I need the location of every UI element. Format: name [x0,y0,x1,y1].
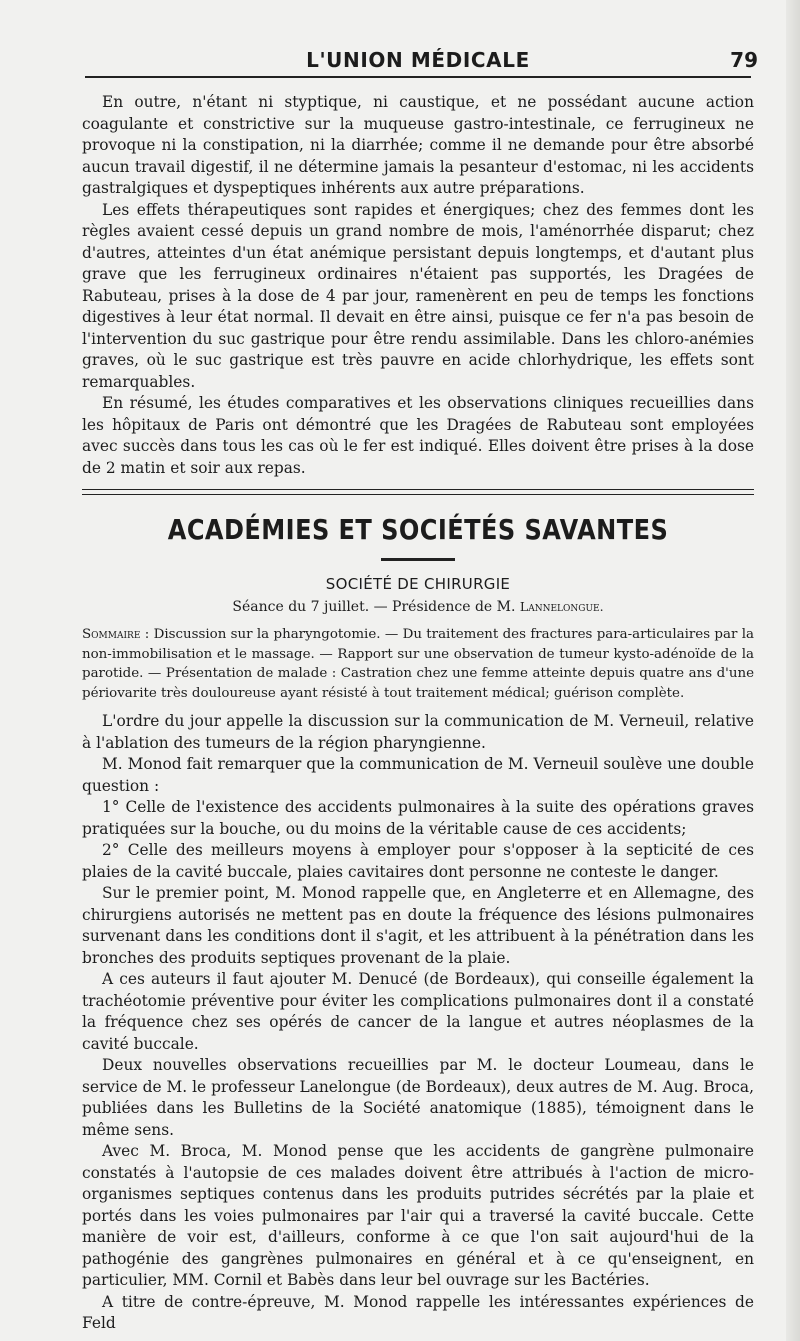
paragraph: A titre de contre-épreuve, M. Monod rappelle les intéressantes expériences de Feld [82,1292,754,1332]
section-divider [82,489,754,495]
paragraph: Sur le premier point, M. Monod rappelle que, en Angleterre et en Allemagne, des chirurgiens autorisés ne mettent pas en doute la fréquence des lésions pulmonaires survenant dans les conditions dont il s'agit, et les attribuent à la pénétration dans les bronches des produits septiques provenant de la plaie. [82,884,754,967]
paragraph: A ces auteurs il faut ajouter M. Denucé (de Bordeaux), qui conseille également la trachéotomie préventive pour éviter les complications pulmonaires dont il a constaté la fréquence chez ses opérés de cancer de la langue et autres néoplasmes de la cavité buccale. [82,970,754,1053]
section-title: ACADÉMIES ET SOCIÉTÉS SAVANTES [167,513,669,546]
sommaire-text: : Discussion sur la pharyngotomie. — Du traitement des fractures para-articulaires par la non-immobilisation et le massage. — Rapport sur une observation de tumeur kysto-adénoïde de la parotide. — Présentation de malade : Castration chez une femme atteinte depuis quatre ans d'une périovarite très douloureuse ayant résisté à tout traitement médical; guérison complète. [82,627,754,701]
header-rule [85,76,751,78]
paragraph: 1° Celle de l'existence des accidents pulmonaires à la suite des opérations graves pratiquées sur la bouche, ou du moins de la véritable cause de ces accidents; [82,798,754,838]
journal-title: L'UNION MÉDICALE [306,48,530,72]
page-content [82,92,754,1335]
paragraph: Avec M. Broca, M. Monod pense que les accidents de gangrène pulmonaire constatés à l'autopsie de ces malades doivent être attribués à l'action de micro-organismes septiques contenus dans les produits putrides sécrétés par la plaie et portés dans les voies pulmonaires par l'air qui a traversé la cavité buccale. Cette manière de voir est, d'ailleurs, conforme à ce que l'on sait aujourd'hui de la pathogénie des gangrènes pulmonaires en général et à ce qu'enseignent, en particulier, MM. Cornil et Babès dans leur bel ouvrage sur les Bactéries. [82,1142,754,1289]
seance-prefix: Séance du 7 juillet. — Présidence de M. [232,599,516,615]
seance-president: Lannelongue. [519,599,604,614]
paragraph: M. Monod fait remarquer que la communication de M. Verneuil soulève une double question : [82,755,754,795]
page-number: 79 [730,48,758,72]
paragraph: En outre, n'étant ni styptique, ni caustique, et ne possédant aucune action coagulante et constrictive sur la muqueuse gastro-intestinale, ce ferrugineux ne provoque ni la constipation, ni la diarrhée; comme il ne demande pour être absorbé aucun travail digestif, il ne détermine jamais la pesanteur d'estomac, ni les accidents gastralgiques et dyspeptiques inhérents aux autre préparations. [82,93,754,197]
society-heading: SOCIÉTÉ DE CHIRURGIE [325,575,511,593]
page-edge [786,0,800,1341]
paragraph: En résumé, les études comparatives et les observations cliniques recueillies dans les hôpitaux de Paris ont démontré que les Dragées de Rabuteau sont employées avec succès dans tous les cas où le fer est indiqué. Elles doivent être prises à la dose de 2 matin et soir aux repas. [82,394,754,477]
seance-line [82,599,754,615]
paragraph: Les effets thérapeutiques sont rapides et énergiques; chez des femmes dont les règles avaient cessé depuis un grand nombre de mois, l'aménorrhée disparut; chez d'autres, atteintes d'un état anémique persistant depuis longtemps, et d'autant plus grave que les ferrugineux ordinaires n'étaient pas supportés, les Dragées de Rabuteau, prises à la dose de 4 par jour, ramenèrent en peu de temps les fonctions digestives à leur état normal. Il devait en être ainsi, puisque ce fer n'a pas besoin de l'intervention du suc gastrique pour être rendu assimilable. Dans les chloro-anémies graves, où le suc gastrique est très pauvre en acide chlorhydrique, les effets sont remarquables. [82,200,754,391]
paragraph: L'ordre du jour appelle la discussion sur la communication de M. Verneuil, relative à l'ablation des tumeurs de la région pharyngienne. [82,712,754,752]
paragraph: Deux nouvelles observations recueillies par M. le docteur Loumeau, dans le service de M. le professeur Lanelongue (de Bordeaux), deux autres de M. Aug. Broca, publiées dans les Bulletins de la Société anatomique (1885), témoignent dans le même sens. [82,1056,754,1139]
title-rule [381,558,455,561]
sommaire-label: Sommaire [82,627,141,642]
running-header [82,44,758,78]
paragraph: 2° Celle des meilleurs moyens à employer pour s'opposer à la septicité de ces plaies de la cavité buccale, plaies cavitaires dont personne ne conteste le danger. [82,841,754,881]
sommaire [82,625,754,703]
